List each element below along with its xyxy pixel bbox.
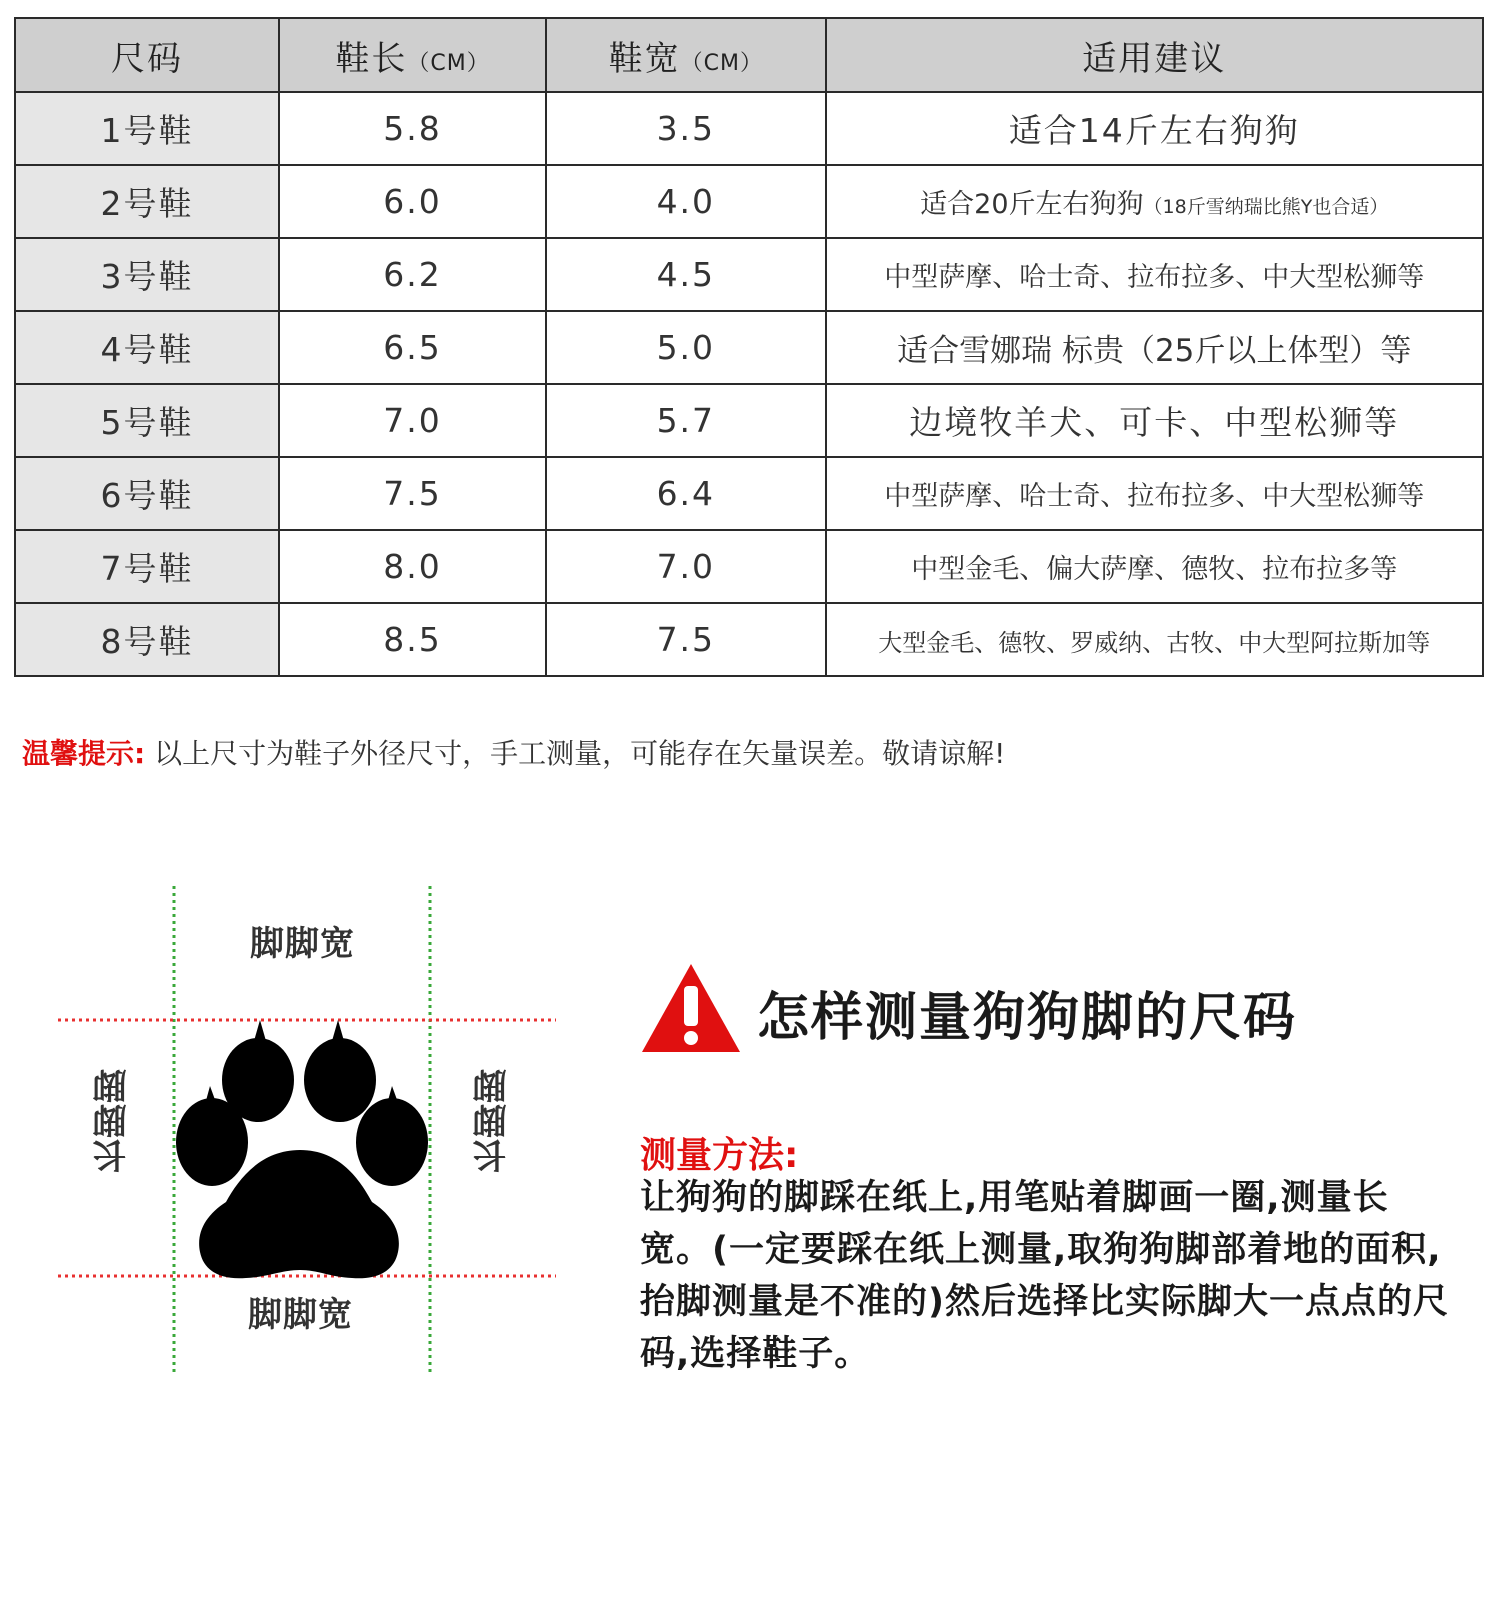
cell-size: 4号鞋 <box>15 311 279 384</box>
cell-length: 8.5 <box>279 603 546 676</box>
cell-width: 4.5 <box>546 238 825 311</box>
cell-width: 3.5 <box>546 92 825 165</box>
cell-suggestion: 适合14斤左右狗狗 <box>826 92 1483 165</box>
suggestion-text: 适合雪娜瑞 标贵（25斤以上体型）等 <box>897 333 1412 369</box>
table-row <box>15 238 1483 311</box>
cell-width: 6.4 <box>546 457 825 530</box>
width-label-top: 脚脚宽 <box>250 924 355 964</box>
header-width: 鞋宽（CM） <box>546 18 825 92</box>
cell-length: 7.5 <box>279 457 546 530</box>
cell-length: 6.0 <box>279 165 546 238</box>
method-label: 测量方法: <box>640 1135 799 1176</box>
length-label-left: 长脚脚 <box>93 1068 133 1173</box>
table-row <box>15 384 1483 457</box>
table-row <box>15 457 1483 530</box>
tip-label: 温馨提示: <box>22 737 146 770</box>
cell-size: 2号鞋 <box>15 165 279 238</box>
cell-width: 7.0 <box>546 530 825 603</box>
cell-length: 5.8 <box>279 92 546 165</box>
length-label-right: 长脚脚 <box>473 1068 513 1173</box>
size-chart-table <box>14 17 1484 677</box>
table-row <box>15 530 1483 603</box>
cell-suggestion <box>826 457 1483 530</box>
header-suggestion: 适用建议 <box>826 18 1483 92</box>
cell-width: 7.5 <box>546 603 825 676</box>
tip-notice <box>22 732 1005 772</box>
suggestion-text: 适合20斤左右狗狗 <box>920 189 1144 220</box>
suggestion-text: 大型金毛、德牧、罗威纳、古牧、中大型阿拉斯加等 <box>878 629 1431 657</box>
cell-suggestion <box>826 603 1483 676</box>
warning-triangle-icon <box>638 960 744 1056</box>
cell-size: 6号鞋 <box>15 457 279 530</box>
cell-width: 4.0 <box>546 165 825 238</box>
table-row <box>15 603 1483 676</box>
table-header-row <box>15 18 1483 92</box>
cell-size: 7号鞋 <box>15 530 279 603</box>
suggestion-note: （18斤雪纳瑞比熊Y也合适） <box>1143 196 1389 218</box>
cell-length: 6.2 <box>279 238 546 311</box>
table-row <box>15 165 1483 238</box>
cell-suggestion <box>826 530 1483 603</box>
cell-length: 7.0 <box>279 384 546 457</box>
cell-suggestion <box>826 311 1483 384</box>
width-label-bottom: 脚脚宽 <box>248 1295 353 1335</box>
cell-size: 5号鞋 <box>15 384 279 457</box>
cell-length: 6.5 <box>279 311 546 384</box>
cell-width: 5.0 <box>546 311 825 384</box>
header-size: 尺码 <box>15 18 279 92</box>
cell-suggestion <box>826 238 1483 311</box>
tip-text: 以上尺寸为鞋子外径尺寸，手工测量，可能存在矢量误差。敬请谅解! <box>154 737 1006 770</box>
table-row <box>15 92 1483 165</box>
method-text: 让狗狗的脚踩在纸上,用笔贴着脚画一圈,测量长宽。(一定要踩在纸上测量,取狗狗脚部着地的面积,抬脚测量是不准的)然后选择比实际脚大一点点的尺码,选择鞋子。 <box>640 1178 1449 1374</box>
cell-size: 8号鞋 <box>15 603 279 676</box>
cell-size: 1号鞋 <box>15 92 279 165</box>
cell-suggestion <box>826 165 1483 238</box>
table-row <box>15 311 1483 384</box>
header-length-unit: （CM） <box>407 50 490 76</box>
cell-width: 5.7 <box>546 384 825 457</box>
paw-measure-diagram <box>0 880 580 1400</box>
suggestion-text: 中型萨摩、哈士奇、拉布拉多、中大型松狮等 <box>884 481 1425 512</box>
suggestion-text: 中型萨摩、哈士奇、拉布拉多、中大型松狮等 <box>884 262 1425 293</box>
cell-suggestion: 边境牧羊犬、可卡、中型松狮等 <box>826 384 1483 457</box>
cell-length: 8.0 <box>279 530 546 603</box>
guide-title: 怎样测量狗狗脚的尺码 <box>757 988 1298 1048</box>
suggestion-text: 中型金毛、偏大萨摩、德牧、拉布拉多等 <box>911 554 1398 585</box>
header-length: 鞋长（CM） <box>279 18 546 92</box>
cell-size: 3号鞋 <box>15 238 279 311</box>
header-width-unit: （CM） <box>680 50 763 76</box>
